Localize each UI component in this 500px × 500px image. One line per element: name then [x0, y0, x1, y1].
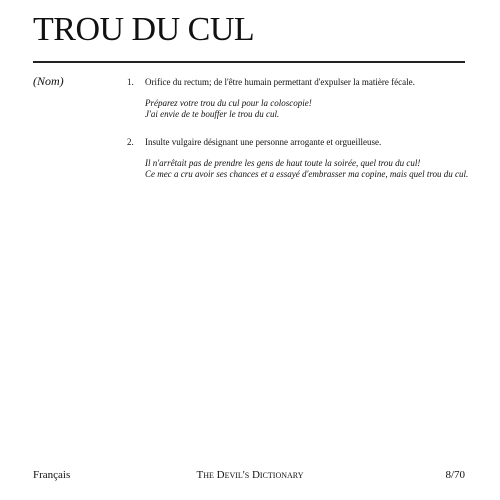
definition-2	[127, 136, 472, 179]
definition-1	[127, 76, 472, 119]
definition-number: 1.	[127, 77, 134, 87]
definition-list	[127, 76, 472, 179]
definition-number: 2.	[127, 137, 134, 147]
example-sentence: Il n'arrêtait pas de prendre les gens de haut toute la soirée, quel trou du cul!	[145, 158, 421, 168]
part-of-speech: (Nom)	[33, 74, 64, 88]
definition-text: Orifice du rectum; de l'être humain permettant d'expulser la matière fécale.	[145, 77, 415, 87]
footer-book-title: The Devil's Dictionary	[196, 469, 304, 481]
example-sentence: Ce mec a cru avoir ses chances et a essayé d'embrasser ma copine, mais quel trou du cul.	[145, 168, 469, 179]
example-sentence: J'ai envie de te bouffer le trou du cul.	[145, 108, 280, 119]
definition-spacer	[127, 119, 472, 136]
example-group	[145, 158, 472, 179]
example-group	[145, 98, 472, 119]
example-sentence: Préparez votre trou du cul pour la coloscopie!	[145, 98, 312, 108]
footer-language: Français	[33, 469, 71, 481]
headword: TROU DU CUL	[33, 11, 255, 48]
title-divider	[33, 61, 465, 63]
definition-text: Insulte vulgaire désignant une personne arrogante et orgueilleuse.	[145, 137, 382, 147]
footer-page-number: 8/70	[445, 469, 465, 481]
